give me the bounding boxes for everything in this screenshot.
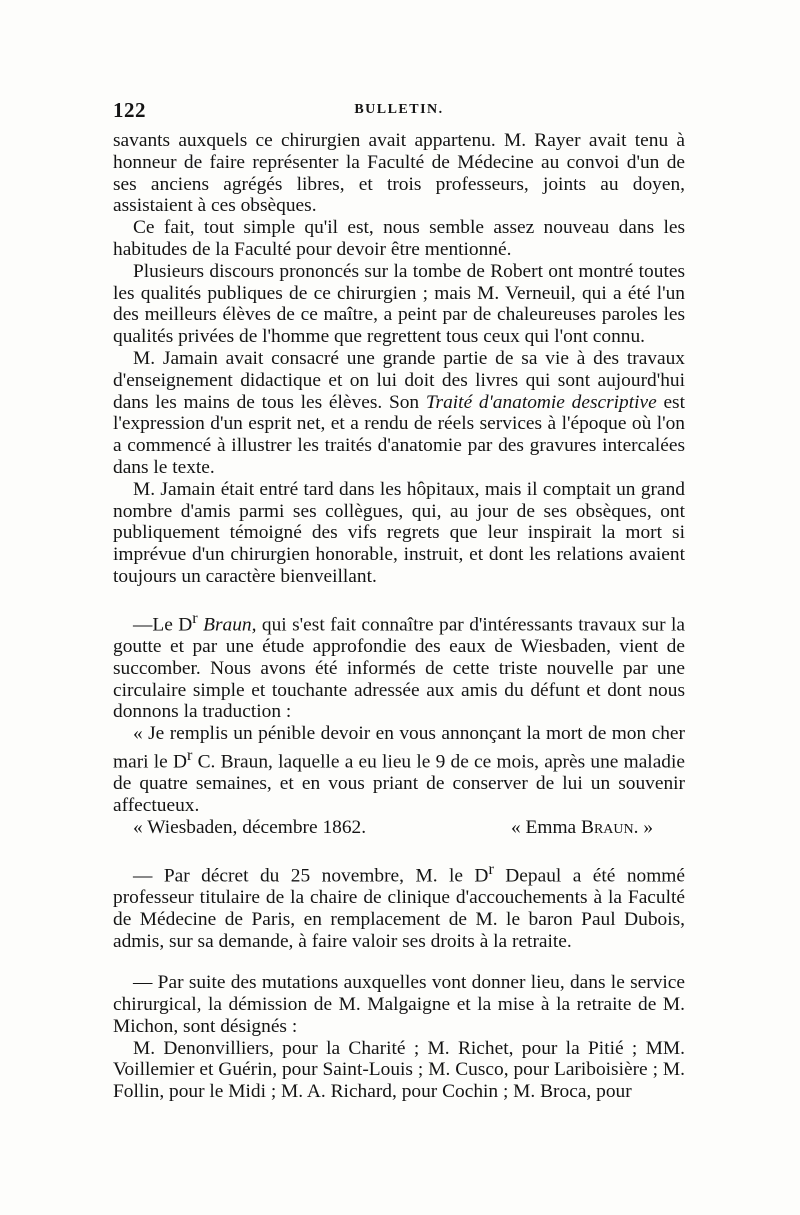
paragraph-text: C. Braun, laquelle a eu lieu le 9 de ce mois, après une maladie de quatre semaines, et en vous priant de conserver de lui un souvenir affectueux. (113, 751, 685, 817)
paragraph-text: est l'expression d'un esprit net, et a rendu de réels services à l'époque où l'on a commencé à illustrer les traités d'anatomie par des gravures intercalées dans le texte. (113, 391, 685, 478)
signature-place-date: « Wiesbaden, décembre 1862. (133, 816, 367, 838)
paragraph-text: M. Jamain avait consacré une grande partie de sa vie à des travaux d'enseignement didactique et on lui doit des livres qui sont aujourd'hui dans les mains de tous les élèves. Son (113, 347, 685, 413)
paragraph-discourses: Plusieurs discours prononcés sur la tombe de Robert ont montré toutes les qualités publiques de ce chirurgien ; mais M. Verneuil, qui a été l'un des meilleurs élèves de ce maître, a peint par de chaleureuses paroles les qualités privées de l'homme que regrettent tous ceux qui l'ont connu. (113, 260, 685, 348)
paragraph-text: Depaul a été nommé professeur titulaire de la chaire de clinique d'accouchements à la Faculté de Médecine de Paris, en remplacement de M. le baron Paul Dubois, admis, sur sa demande, à faire valoir ses droits à la retraite. (113, 865, 685, 952)
paragraph-letter (113, 723, 685, 817)
paragraph-braun (113, 608, 685, 723)
running-head: BULLETIN. (354, 102, 444, 117)
superscript: r (488, 860, 494, 878)
letter-signature (113, 817, 685, 839)
signature-surname: Braun (581, 816, 634, 838)
section-gap (113, 839, 685, 859)
paragraph-faculty: Ce fait, tout simple qu'il est, nous semble assez nouveau dans les habitudes de la Faculté pour devoir être mentionné. (113, 217, 685, 260)
superscript: r (187, 746, 193, 764)
paragraph-depaul (113, 859, 685, 953)
person-name: Braun, (203, 614, 257, 636)
paragraph-text: —Le D (133, 614, 193, 636)
paragraph-jamain-hospitals: M. Jamain était entré tard dans les hôpitaux, mais il comptait un grand nombre d'amis parmi ses collègues, qui, au jour de ses obsèques, ont publiquement témoigné des vifs regrets que leur inspirait la mort si imprévue d'un chirurgien honorable, instruit, et dont les relations avaient toujours un caractère bienveillant. (113, 478, 685, 587)
paragraph-jamain-works (113, 348, 685, 479)
paragraph-appointments: M. Denonvilliers, pour la Charité ; M. Richet, pour la Pitié ; MM. Voillemier et Guérin, pour Saint-Louis ; M. Cusco, pour Lariboisière ; M. Follin, pour le Midi ; M. A. Richard, pour Cochin ; M. Broca, pour (113, 1037, 685, 1103)
paragraph-continuation: savants auxquels ce chirurgien avait appartenu. M. Rayer avait tenu à honneur de faire représenter la Faculté de Médecine au convoi d'un de ses anciens agrégés libres, et trois professeurs, joints au doyen, assistaient à ces obsèques. (113, 130, 685, 217)
paragraph-mutations: — Par suite des mutations auxquelles vont donner lieu, dans le service chirurgical, la démission de M. Malgaigne et la mise à la retraite de M. Michon, sont désignés : (113, 972, 685, 1037)
signature-text: « Emma (511, 816, 582, 838)
page-number: 122 (113, 98, 146, 122)
superscript: r (192, 609, 198, 627)
section-gap (113, 588, 685, 608)
page-header (113, 98, 685, 124)
paragraph-text: « Je remplis un pénible devoir en vous annonçant la mort de mon cher mari le D (113, 723, 685, 773)
book-title: Traité d'anatomie descriptive (425, 391, 657, 413)
paragraph-text: — Par décret du 25 novembre, M. le D (133, 865, 489, 887)
section-gap (113, 952, 685, 972)
paragraph-text: qui s'est fait connaître par d'intéressants travaux sur la goutte et par une étude approfondie des eaux de Wiesbaden, vient de succomber. Nous avons été informés de cette triste nouvelle par une circulaire simple et touchante adressée aux amis du défunt et dont nous donnons la traduction : (113, 614, 686, 723)
page-body (113, 130, 685, 1103)
signature-name (511, 817, 653, 839)
signature-text: . » (633, 816, 654, 838)
